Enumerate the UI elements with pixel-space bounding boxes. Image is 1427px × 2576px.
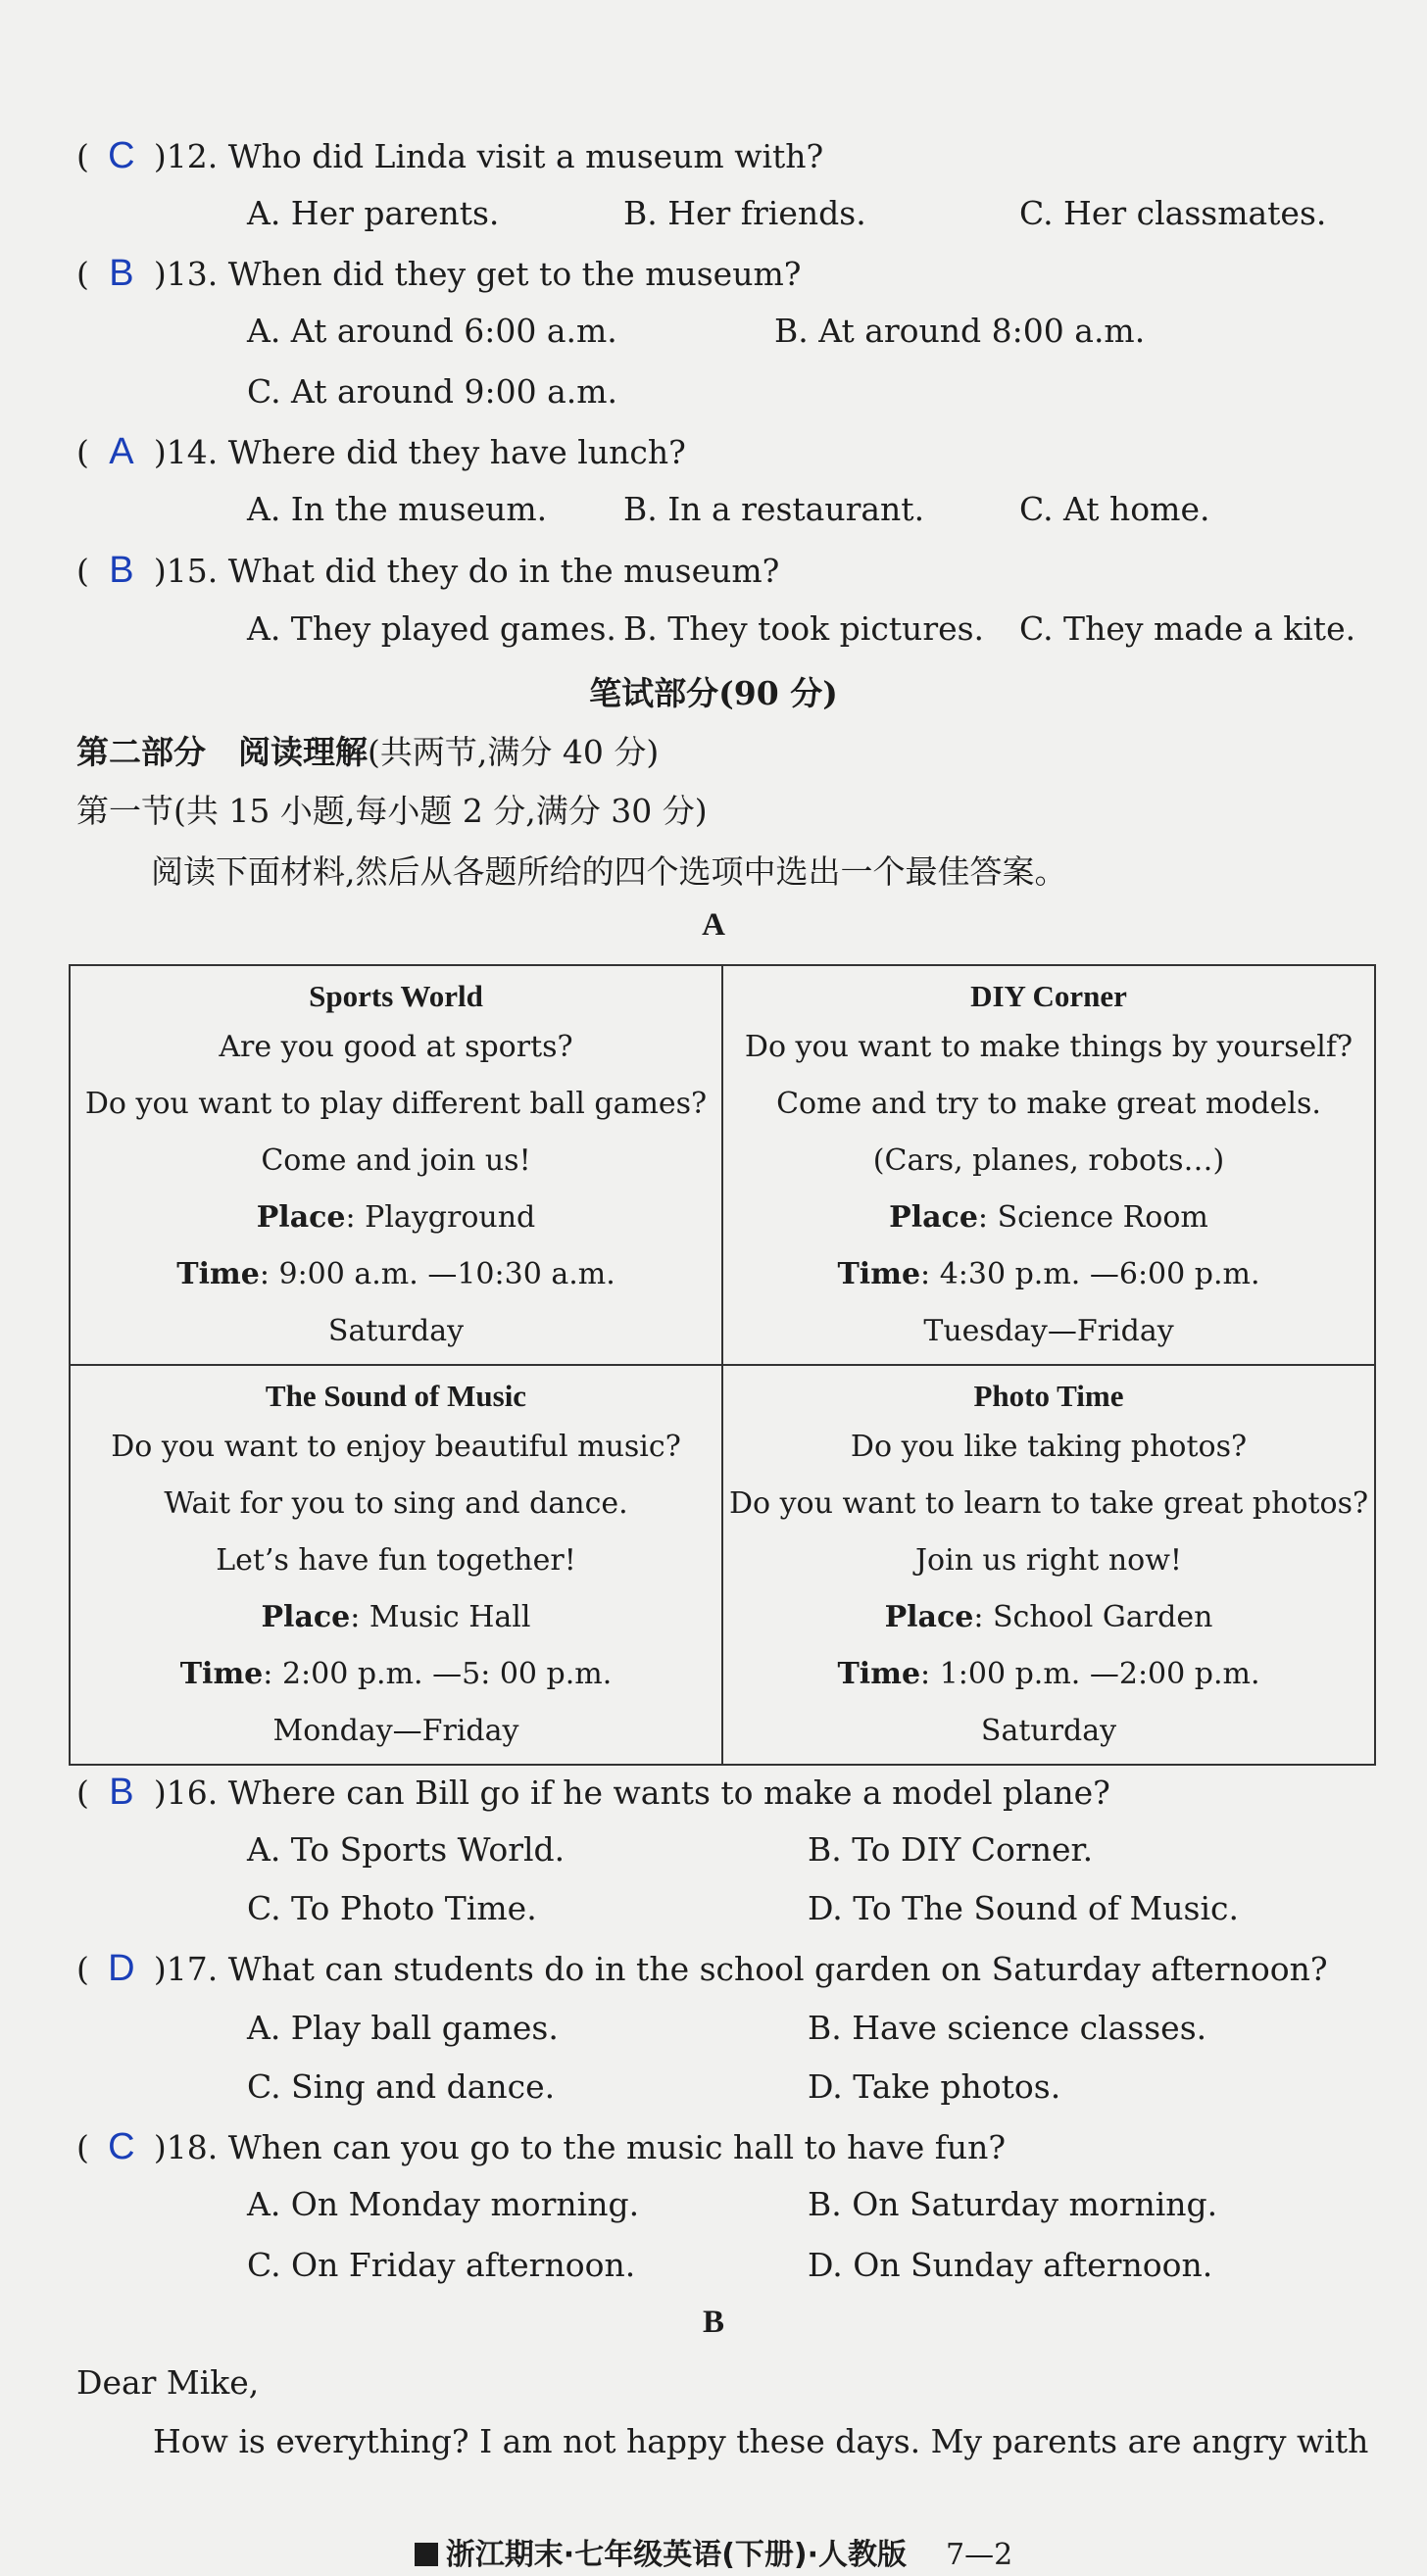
option-c: C. They made a kite. [1019, 609, 1356, 648]
ad-title: DIY Corner [970, 979, 1127, 1013]
option-b: B. Her friends. [623, 194, 866, 232]
ad-place: Place: School Garden [884, 1600, 1213, 1634]
ad-sound-of-music: The Sound of Music Do you want to enjoy beautiful music? Wait for you to sing and dance. Let’s have fun together! Place: Music Hall Time: 2:00 p.m. —5: 00 p.m. Monday—Friday [70, 1365, 722, 1765]
question-14: ( A )14. Where did they have lunch? [76, 431, 686, 472]
instruction: 阅读下面材料,然后从各题所给的四个选项中选出一个最佳答案。 [151, 852, 1067, 891]
ad-title: Photo Time [973, 1379, 1124, 1413]
question-17: ( D )17. What can students do in the school garden on Saturday afternoon? [76, 1948, 1328, 1989]
option-d: D. To The Sound of Music. [808, 1889, 1240, 1927]
option-c: C. To Photo Time. [247, 1889, 537, 1927]
ad-time: Time: 2:00 p.m. —5: 00 p.m. [179, 1657, 613, 1691]
option-d: D. Take photos. [808, 2067, 1061, 2106]
page-number: 7—2 [946, 2538, 1013, 2572]
ad-place: Place: Playground [256, 1200, 536, 1235]
option-b: B. They took pictures. [623, 609, 985, 648]
answer-mark: B [109, 1772, 134, 1813]
option-c: C. Her classmates. [1019, 194, 1327, 232]
option-c: C. On Friday afternoon. [247, 2246, 636, 2284]
answer-mark: C [108, 135, 135, 176]
option-a: A. Her parents. [247, 194, 500, 232]
ad-days: Tuesday—Friday [923, 1314, 1174, 1348]
answer-mark: A [109, 431, 134, 472]
option-c: C. At around 9:00 a.m. [247, 372, 618, 411]
question-12: ( C )12. Who did Linda visit a museum with? [76, 135, 824, 176]
passage-b-label: B [702, 2305, 724, 2340]
option-b: B. Have science classes. [808, 2009, 1207, 2047]
question-18: ( C )18. When can you go to the music hall to have fun? [76, 2126, 1007, 2167]
answer-mark: C [108, 2126, 135, 2167]
option-c: C. Sing and dance. [247, 2067, 556, 2106]
ad-diy-corner: DIY Corner Do you want to make things by yourself? Come and try to make great models. (Cars, planes, robots…) Place: Science Room Time: 4:30 p.m. —6:00 p.m. Tuesday—Friday [722, 965, 1375, 1365]
letter-first-line: How is everything? I am not happy these days. My parents are angry with [153, 2422, 1369, 2460]
question-13: ( B )13. When did they get to the museum? [76, 253, 802, 294]
question-16: ( B )16. Where can Bill go if he wants to make a model plane? [76, 1772, 1110, 1813]
ad-place: Place: Science Room [889, 1200, 1208, 1235]
option-d: D. On Sunday afternoon. [808, 2246, 1213, 2284]
option-a: A. They played games. [247, 609, 616, 648]
part2-heading: 第二部分 阅读理解(共两节,满分 40 分) [76, 733, 660, 771]
ad-photo-time: Photo Time Do you like taking photos? Do you want to learn to take great photos? Join us right now! Place: School Garden Time: 1:00 p.m. —2:00 p.m. Saturday [722, 1365, 1375, 1765]
ad-sports-world: Sports World Are you good at sports? Do you want to play different ball games? Come and join us! Place: Playground Time: 9:00 a.m. —10:30 a.m. Saturday [70, 965, 722, 1365]
option-a: A. Play ball games. [247, 2009, 559, 2047]
footer-square-icon [415, 2543, 438, 2566]
ad-title: Sports World [309, 979, 483, 1013]
section1-heading: 第一节(共 15 小题,每小题 2 分,满分 30 分) [76, 792, 708, 830]
ad-time: Time: 9:00 a.m. —10:30 a.m. [176, 1257, 615, 1291]
ad-days: Saturday [327, 1314, 465, 1348]
option-a: A. On Monday morning. [247, 2185, 640, 2223]
question-15: ( B )15. What did they do in the museum? [76, 550, 780, 591]
option-a: A. To Sports World. [247, 1830, 566, 1869]
written-heading: 笔试部分(90 分) [589, 674, 838, 712]
option-b: B. In a restaurant. [623, 490, 925, 528]
answer-mark: B [109, 550, 134, 591]
ad-time: Time: 1:00 p.m. —2:00 p.m. [837, 1657, 1260, 1691]
ad-time: Time: 4:30 p.m. —6:00 p.m. [837, 1257, 1260, 1291]
option-b: B. On Saturday morning. [808, 2185, 1218, 2223]
letter-greeting: Dear Mike, [76, 2363, 260, 2402]
option-a: A. In the museum. [247, 490, 548, 528]
ads-table [69, 964, 1376, 1766]
option-b: B. At around 8:00 a.m. [774, 312, 1146, 350]
ad-place: Place: Music Hall [261, 1600, 531, 1634]
ad-days: Monday—Friday [272, 1714, 519, 1748]
option-b: B. To DIY Corner. [808, 1830, 1094, 1869]
passage-a-label: A [702, 907, 725, 943]
option-a: A. At around 6:00 a.m. [247, 312, 617, 350]
option-c: C. At home. [1019, 490, 1210, 528]
ad-days: Saturday [980, 1714, 1117, 1748]
answer-mark: B [109, 253, 134, 294]
answer-mark: D [108, 1948, 135, 1989]
page-footer: 浙江期末·七年级英语(下册)·人教版 7—2 [0, 2530, 1427, 2573]
ad-title: The Sound of Music [265, 1379, 527, 1413]
